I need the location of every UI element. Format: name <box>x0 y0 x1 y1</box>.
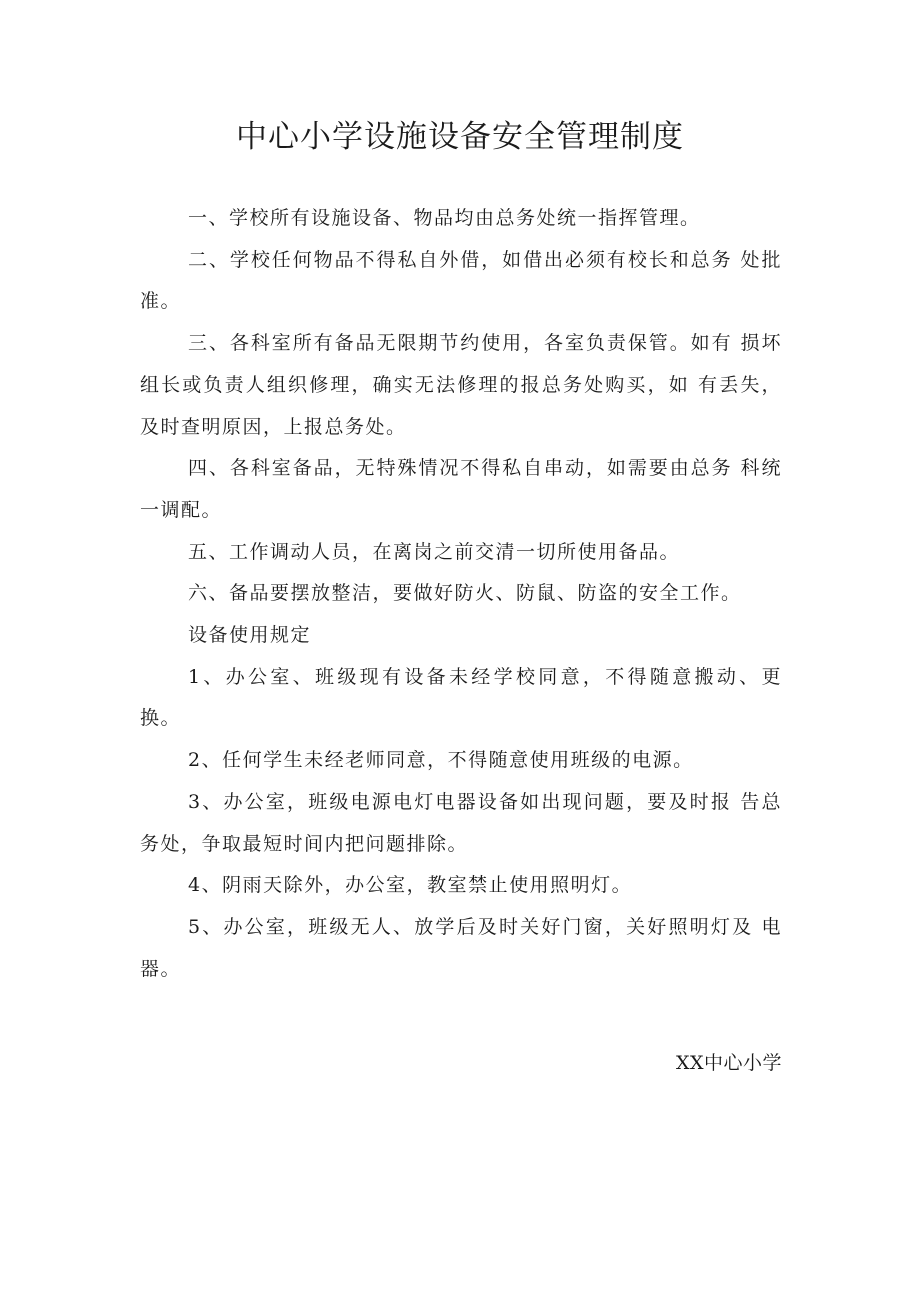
equipment-rule-4: 4、阴雨天除外，办公室，教室禁止使用照明灯。 <box>188 874 633 897</box>
rule-paragraph-2: 二、学校任何物品不得私自外借，如借出必须有校长和总务 处批准。 <box>140 248 782 313</box>
signature: XX中心小学 <box>675 1052 782 1074</box>
rule-paragraph-1: 一、学校所有设施设备、物品均由总务处统一指挥管理。 <box>188 207 701 229</box>
rule-paragraph-4: 四、各科室备品，无特殊情况不得私自串动，如需要由总务 科统一调配。 <box>140 457 782 521</box>
section-heading-equipment-rules: 设备使用规定 <box>188 624 312 647</box>
rule-paragraph-3: 三、各科室所有备品无限期节约使用，各室负责保管。如有 损坏组长或负责人组织修理，确实无法修理的报总务处购买，如 有丢失，及时查明原因，上报总务处。 <box>140 332 782 438</box>
equipment-rule-5: 5、办公室，班级无人、放学后及时关好门窗，关好照明灯及 电器。 <box>140 915 782 980</box>
rule-paragraph-5: 五、工作调动人员，在离岗之前交清一切所使用备品。 <box>188 540 681 563</box>
document-title: 中心小学设施设备安全管理制度 <box>236 119 684 155</box>
equipment-rule-3: 3、办公室，班级电源电灯电器设备如出现问题，要及时报 告总务处，争取最短时间内把问题排除。 <box>140 790 782 855</box>
equipment-rule-2: 2、任何学生未经老师同意，不得随意使用班级的电源。 <box>188 749 694 772</box>
equipment-rule-1: 1、办公室、班级现有设备未经学校同意，不得随意搬动、更 换。 <box>140 665 782 730</box>
document-body <box>140 198 782 990</box>
rule-paragraph-6: 六、备品要摆放整洁，要做好防火、防鼠、防盗的安全工作。 <box>188 582 742 605</box>
